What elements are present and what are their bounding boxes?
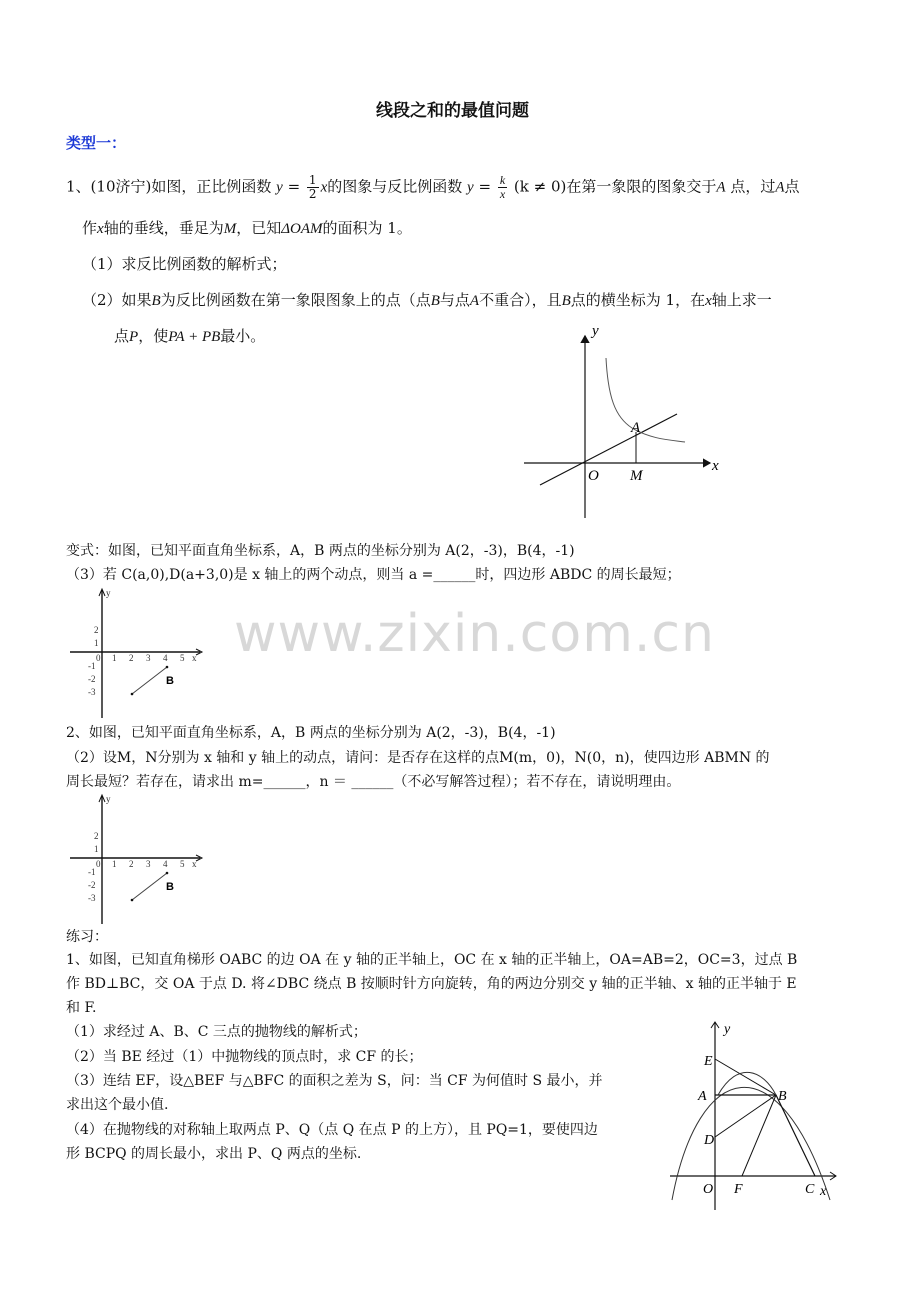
problem2-line3: 周长最短？若存在，请求出 m=______，n ＝ ______（不必写解答过程）；若不存在，请说明理由。 xyxy=(66,774,681,790)
hyperbola-curve xyxy=(606,358,685,442)
svg-text:O: O xyxy=(703,1182,714,1197)
svg-text:2: 2 xyxy=(129,653,134,663)
svg-text:4: 4 xyxy=(163,653,168,663)
point-a-label: A xyxy=(631,420,641,436)
svg-text:1: 1 xyxy=(112,653,117,663)
svg-text:C: C xyxy=(805,1182,815,1197)
page-title: 线段之和的最值问题 xyxy=(376,101,529,121)
practice-q3a: （3）连结 EF，设△BEF 与△BFC 的面积之差为 S，问：当 CF 为何值时 S 最小，并 xyxy=(66,1073,603,1089)
svg-text:-2: -2 xyxy=(88,880,96,890)
section-heading: 类型一： xyxy=(66,134,127,152)
trapezoid-parabola-graph xyxy=(668,1020,840,1212)
practice-q4b: 形 BCPQ 的周长最小，求出 P、Q 两点的坐标. xyxy=(66,1146,362,1162)
svg-text:-1: -1 xyxy=(88,661,96,671)
fraction-k-over-x: $\frac{k}{x}$ xyxy=(499,173,506,201)
practice-line1: 1、如图，已知直角梯形 OABC 的边 OA 在 y 轴的正半轴上，OC 在 x 轴的正半轴上，OA=AB=2，OC=3，过点 B xyxy=(66,952,798,968)
point-b-label: B xyxy=(166,675,174,687)
svg-text:4: 4 xyxy=(163,859,168,869)
practice-heading: 练习： xyxy=(66,929,108,945)
svg-text:x: x xyxy=(192,859,197,869)
segment-be xyxy=(715,1059,776,1095)
y-label: y xyxy=(592,323,599,339)
practice-q4a: （4）在抛物线的对称轴上取两点 P、Q（点 Q 在点 P 的上方），且 PQ=1，要使四边 xyxy=(66,1122,598,1138)
linear-function-line xyxy=(540,414,677,485)
svg-text:1: 1 xyxy=(94,638,99,648)
svg-text:y: y xyxy=(106,794,111,804)
problem1-q2-line1: （2）如果B为反比例函数在第一象限图象上的点（点B与点A不重合），且B点的横坐标为 1，在x轴上求一 xyxy=(82,291,772,309)
coordinate-grid-2 xyxy=(66,792,206,926)
variant-line2: （3）若 C(a,0),D(a+3,0)是 x 轴上的两个动点，则当 a =______时，四边形 ABDC 的周长最短； xyxy=(66,567,681,583)
trapezoid-edges xyxy=(715,1095,815,1176)
svg-text:2: 2 xyxy=(94,831,99,841)
variant-line1: 变式：如图，已知平面直角坐标系，A，B 两点的坐标分别为 A(2，-3)，B(4，-1) xyxy=(66,543,575,559)
problem1-q2-line2: 点P，使PA + PB最小。 xyxy=(114,327,266,345)
practice-q1: （1）求经过 A、B、C 三点的抛物线的解析式； xyxy=(66,1024,367,1040)
svg-text:-1: -1 xyxy=(88,867,96,877)
fraction-half: $\frac{1}{2}$ xyxy=(308,173,317,201)
problem1-line1: 1、(10济宁)如图，正比例函数 y = $\frac{1}{2}$ x的图象与反比例函数 y = $\frac{k}{x} (k \ne 0)$在第一象限的图象交于A 点，过A点 xyxy=(66,173,800,201)
svg-text:-3: -3 xyxy=(88,687,96,697)
function-graph xyxy=(520,322,730,522)
svg-text:0: 0 xyxy=(96,653,101,663)
watermark: www.zixin.com.cn xyxy=(234,604,715,664)
problem1-q1: （1）求反比例函数的解析式； xyxy=(82,255,287,273)
svg-text:E: E xyxy=(704,1054,713,1069)
svg-text:A: A xyxy=(698,1089,707,1104)
practice-line2: 作 BD⊥BC，交 OA 于点 D. 将∠DBC 绕点 B 按顺时针方向旋转，角的两边分别交 y 轴的正半轴、x 轴的正半轴于 E xyxy=(66,976,797,992)
svg-text:x: x xyxy=(820,1184,827,1199)
problem2-line1: 2、如图，已知平面直角坐标系，A，B 两点的坐标分别为 A(2，-3)，B(4，-1) xyxy=(66,725,556,741)
svg-text:1: 1 xyxy=(94,844,99,854)
svg-text:-2: -2 xyxy=(88,674,96,684)
point-b-label: B xyxy=(166,881,174,893)
svg-text:0: 0 xyxy=(96,859,101,869)
coordinate-grid-1 xyxy=(66,586,206,720)
segment-ab xyxy=(132,873,167,900)
practice-q3b: 求出这个最小值. xyxy=(66,1097,169,1113)
svg-text:2: 2 xyxy=(94,625,99,635)
svg-text:3: 3 xyxy=(146,653,151,663)
point-a xyxy=(131,693,134,696)
svg-text:B: B xyxy=(778,1089,787,1104)
point-a xyxy=(131,899,134,902)
svg-text:5: 5 xyxy=(180,859,185,869)
practice-line3: 和 F. xyxy=(66,1000,97,1016)
point-b xyxy=(166,666,169,669)
problem2-line2: （2）设M，N分别为 x 轴和 y 轴上的动点，请问：是否存在这样的点M(m，0)，N(0，n)，使四边形 ABMN 的 xyxy=(66,750,770,766)
segment-ab xyxy=(132,667,167,694)
point-m-label: M xyxy=(630,468,643,484)
svg-text:F: F xyxy=(734,1182,743,1197)
point-b xyxy=(166,872,169,875)
svg-text:x: x xyxy=(192,653,197,663)
x-label: x xyxy=(712,458,719,474)
svg-text:-3: -3 xyxy=(88,893,96,903)
practice-q2: （2）当 BE 经过（1）中抛物线的顶点时，求 CF 的长； xyxy=(66,1049,423,1065)
svg-text:2: 2 xyxy=(129,859,134,869)
problem1-line2: 作x轴的垂线，垂足为M，已知ΔOAM的面积为 1。 xyxy=(82,219,412,237)
svg-text:D: D xyxy=(704,1133,715,1148)
svg-text:3: 3 xyxy=(146,859,151,869)
svg-text:5: 5 xyxy=(180,653,185,663)
svg-text:y: y xyxy=(724,1022,731,1037)
svg-text:1: 1 xyxy=(112,859,117,869)
svg-text:y: y xyxy=(106,588,111,598)
origin-label: O xyxy=(588,468,599,484)
